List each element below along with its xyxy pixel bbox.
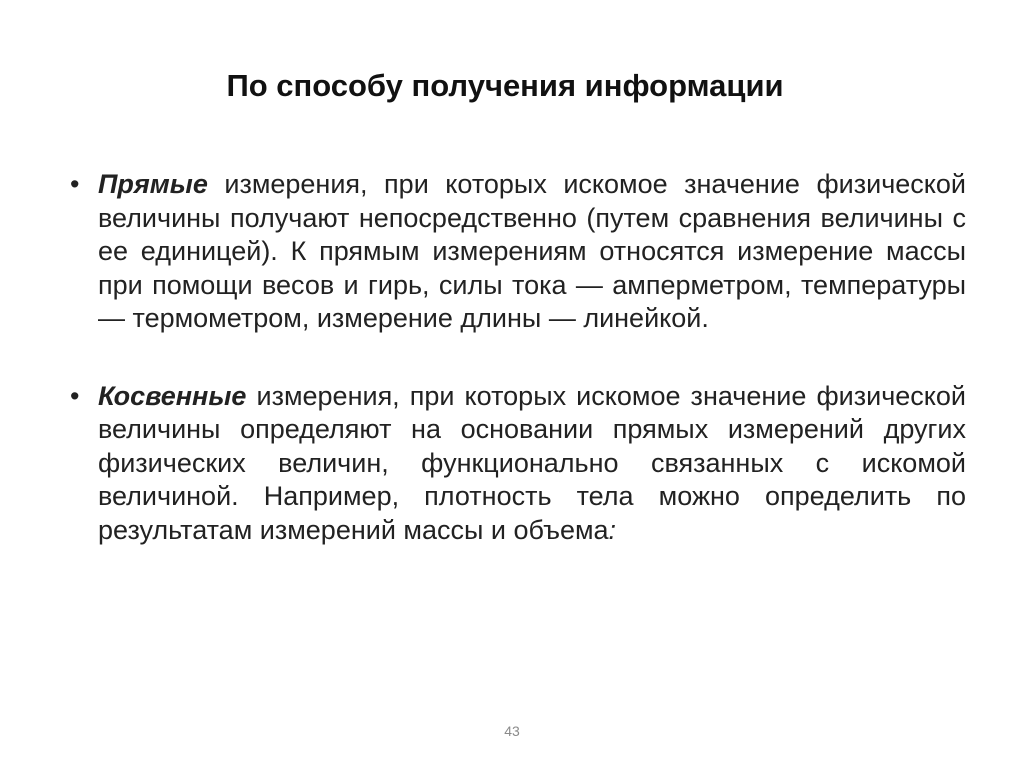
page-number: 43 [504, 723, 520, 739]
bullet-term: Прямые [98, 169, 208, 199]
bullet-list [70, 168, 966, 547]
bullet-text: измерения, при которых искомое значение физической величины получают непосредственно (путем сравнения величины с ее единицей). К прямым измерениям относятся измерение массы при помощи весов и гирь, силы тока — амперметром, температуры — термометром, измерение длины — линейкой. [98, 169, 966, 333]
bullet-text: измерения, при которых искомое значение физической величины определяют на основании прямых измерений других физических величин, функционально связанных с искомой величиной. Например, плотность тела можно определить по результатам измерений массы и объема [98, 380, 966, 545]
bullet-icon: • [70, 380, 80, 411]
bullet-item-indirect-measurements [70, 380, 966, 548]
bullet-icon: • [70, 169, 80, 199]
bullet-end-mark: : [608, 514, 617, 545]
bullet-term: Косвенные [98, 380, 247, 411]
slide-title: По способу получения информации [226, 68, 784, 103]
bullet-item-direct-measurements [70, 168, 966, 336]
